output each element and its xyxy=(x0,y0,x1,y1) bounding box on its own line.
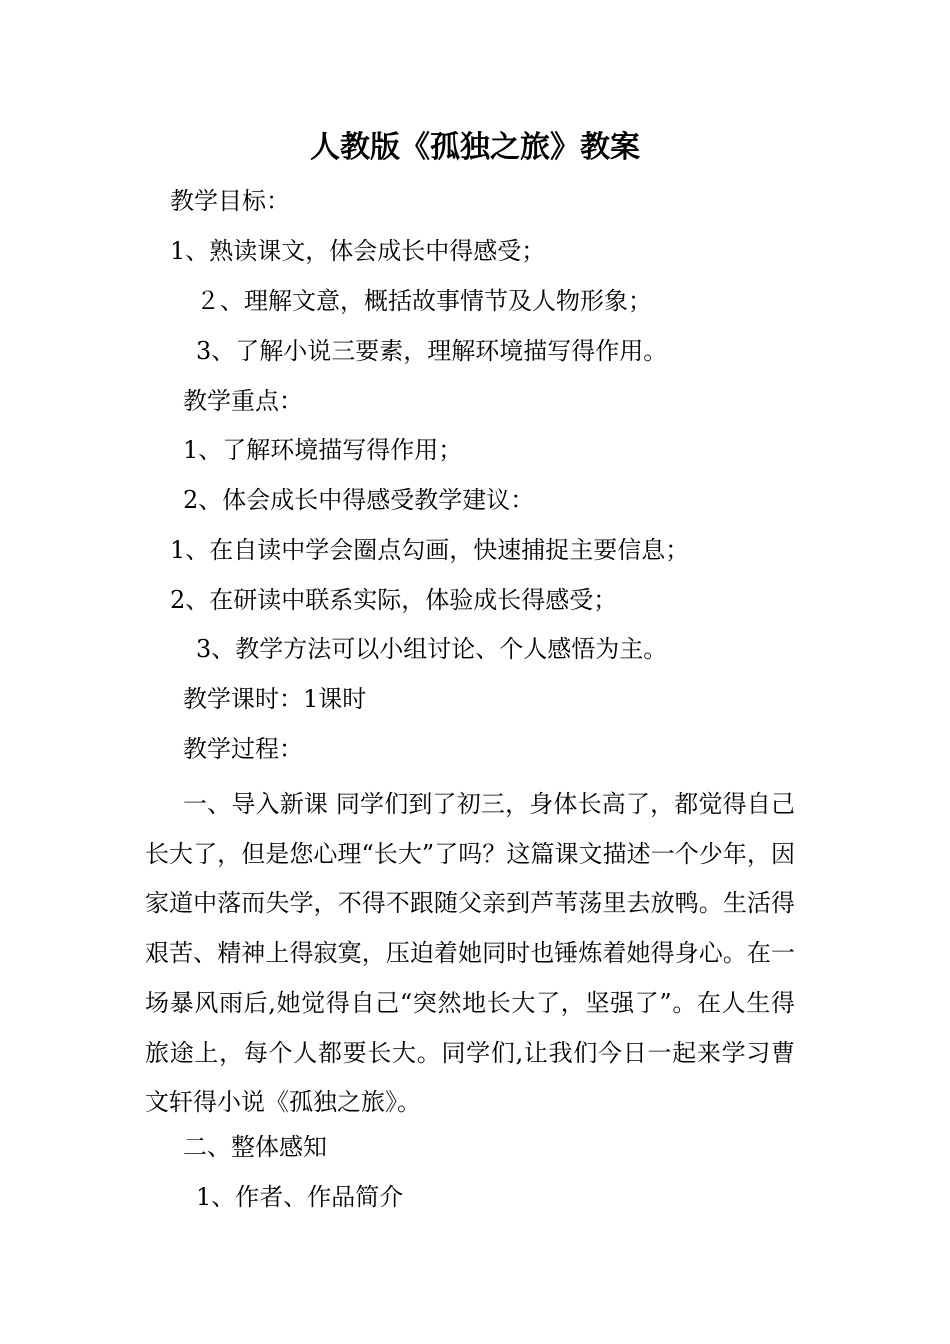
suggestion-item-2: 2、在研读中联系实际，体验成长得感受； xyxy=(170,586,618,614)
objectives-heading: 教学目标： xyxy=(170,187,290,215)
objective-item-3: 3、了解小说三要素，理解环境描写得作用。 xyxy=(196,337,668,365)
key-point-item-1: 1、了解环境描写得作用； xyxy=(183,436,463,464)
document-title: 人教版《孤独之旅》教案 xyxy=(310,130,640,165)
process-heading: 教学过程： xyxy=(183,735,303,763)
suggestion-item-3: 3、教学方法可以小组讨论、个人感悟为主。 xyxy=(196,635,668,663)
objective-item-2: ２、理解文意，概括故事情节及人物形象； xyxy=(196,287,652,315)
intro-paragraph: 一、导入新课 同学们到了初三，身体长高了，都觉得自己长大了，但是您心理“长大”了吗？这篇课文描述一个少年，因家道中落而失学，不得不跟随父亲到芦苇荡里去放鸭。生活得艰苦、精神上得寂寞，压迫着她同时也锤炼着她得身心。在一场暴风雨后,她觉得自己“突然地长大了，坚强了”。在人生得旅途上，每个人都要长大。同学们,让我们今日一起来学习曹文轩得小说《孤独之旅》。 xyxy=(145,790,795,1117)
section-two-heading: 二、整体感知 xyxy=(183,1133,327,1161)
suggestion-item-1: 1、在自读中学会圈点勾画，快速捕捉主要信息； xyxy=(170,536,690,564)
class-hours: 教学课时：1课时 xyxy=(183,685,367,713)
key-point-item-2: 2、体会成长中得感受教学建议： xyxy=(183,486,535,514)
objective-item-1: 1、熟读课文，体会成长中得感受； xyxy=(170,237,546,265)
section-two-item-1: 1、作者、作品简介 xyxy=(196,1183,404,1211)
key-points-heading: 教学重点： xyxy=(183,387,303,415)
